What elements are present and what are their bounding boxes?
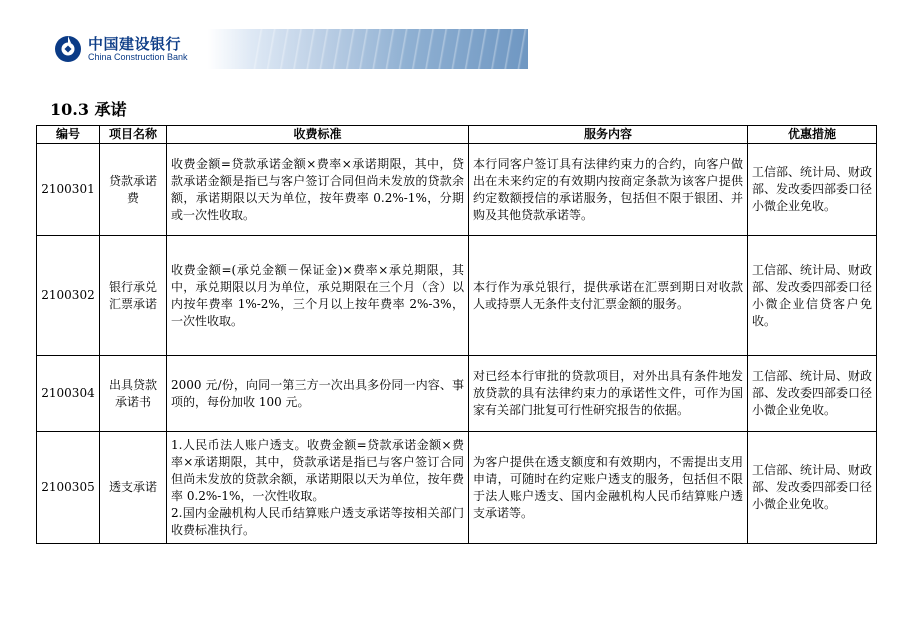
cell-discount: 工信部、统计局、财政部、发改委四部委口径小微企业信贷客户免收。 — [748, 236, 877, 356]
table-row — [37, 144, 877, 236]
header-building-graphic — [250, 29, 528, 69]
cell-discount: 工信部、统计局、财政部、发改委四部委口径小微企业免收。 — [748, 432, 877, 544]
fee-table — [36, 125, 877, 544]
ccb-logo-icon — [54, 35, 82, 63]
cell-code: 2100304 — [37, 356, 100, 432]
fee-line: 1.人民币法人账户透支。收费金额=贷款承诺金额×费率×承诺期限，其中，贷款承诺是指已与客户签订合同但尚未发放的贷款余额，承诺期限以天为单位，按年费率 0.2%-1%，一次性收取。 — [171, 437, 464, 503]
cell-fee — [167, 432, 469, 544]
bank-header-banner — [50, 29, 528, 69]
bank-name-en: China Construction Bank — [88, 52, 188, 62]
table-header-row — [37, 126, 877, 144]
cell-name: 贷款承诺费 — [100, 144, 167, 236]
cell-name: 银行承兑汇票承诺 — [100, 236, 167, 356]
table-row — [37, 236, 877, 356]
table-row — [37, 432, 877, 544]
cell-fee: 收费金额=贷款承诺金额×费率×承诺期限，其中，贷款承诺金额是指已与客户签订合同但尚未发放的贷款余额，承诺期限以天为单位，按年费率 0.2%-1%，分期或一次性收取。 — [167, 144, 469, 236]
cell-service: 本行作为承兑银行，提供承诺在汇票到期日对收款人或持票人无条件支付汇票金额的服务。 — [469, 236, 748, 356]
cell-service: 对已经本行审批的贷款项目，对外出具有条件地发放贷款的具有法律约束力的承诺性文件，可作为国家有关部门批复可行性研究报告的依据。 — [469, 356, 748, 432]
cell-service: 本行同客户签订具有法律约束力的合约，向客户做出在未来约定的有效期内按商定条款为该客户提供约定数额授信的承诺服务，包括但不限于银团、并购及其他贷款承诺等。 — [469, 144, 748, 236]
cell-fee: 2000 元/份，向同一第三方一次出具多份同一内容、事项的，每份加收 100 元。 — [167, 356, 469, 432]
cell-name: 出具贷款承诺书 — [100, 356, 167, 432]
header-name: 项目名称 — [100, 126, 167, 144]
header-fee: 收费标准 — [167, 126, 469, 144]
cell-code: 2100302 — [37, 236, 100, 356]
bank-name-cn: 中国建设银行 — [88, 35, 182, 53]
section-title: 10.3 承诺 — [50, 100, 127, 119]
header-code: 编号 — [37, 126, 100, 144]
cell-fee: 收费金额=(承兑金额－保证金)×费率×承兑期限，其中，承兑期限以月为单位，承兑期限在三个月（含）以内按年费率 1%-2%，三个月以上按年费率 2%-3%，一次性收取。 — [167, 236, 469, 356]
cell-service: 为客户提供在透支额度和有效期内，不需提出支用申请，可随时在约定账户透支的服务，包括但不限于法人账户透支、国内金融机构人民币结算账户透支承诺等。 — [469, 432, 748, 544]
cell-discount: 工信部、统计局、财政部、发改委四部委口径小微企业免收。 — [748, 144, 877, 236]
cell-code: 2100305 — [37, 432, 100, 544]
header-service: 服务内容 — [469, 126, 748, 144]
cell-code: 2100301 — [37, 144, 100, 236]
cell-name: 透支承诺 — [100, 432, 167, 544]
cell-discount: 工信部、统计局、财政部、发改委四部委口径小微企业免收。 — [748, 356, 877, 432]
fee-line: 2.国内金融机构人民币结算账户透支承诺等按相关部门收费标准执行。 — [171, 505, 464, 537]
header-discount: 优惠措施 — [748, 126, 877, 144]
table-row — [37, 356, 877, 432]
